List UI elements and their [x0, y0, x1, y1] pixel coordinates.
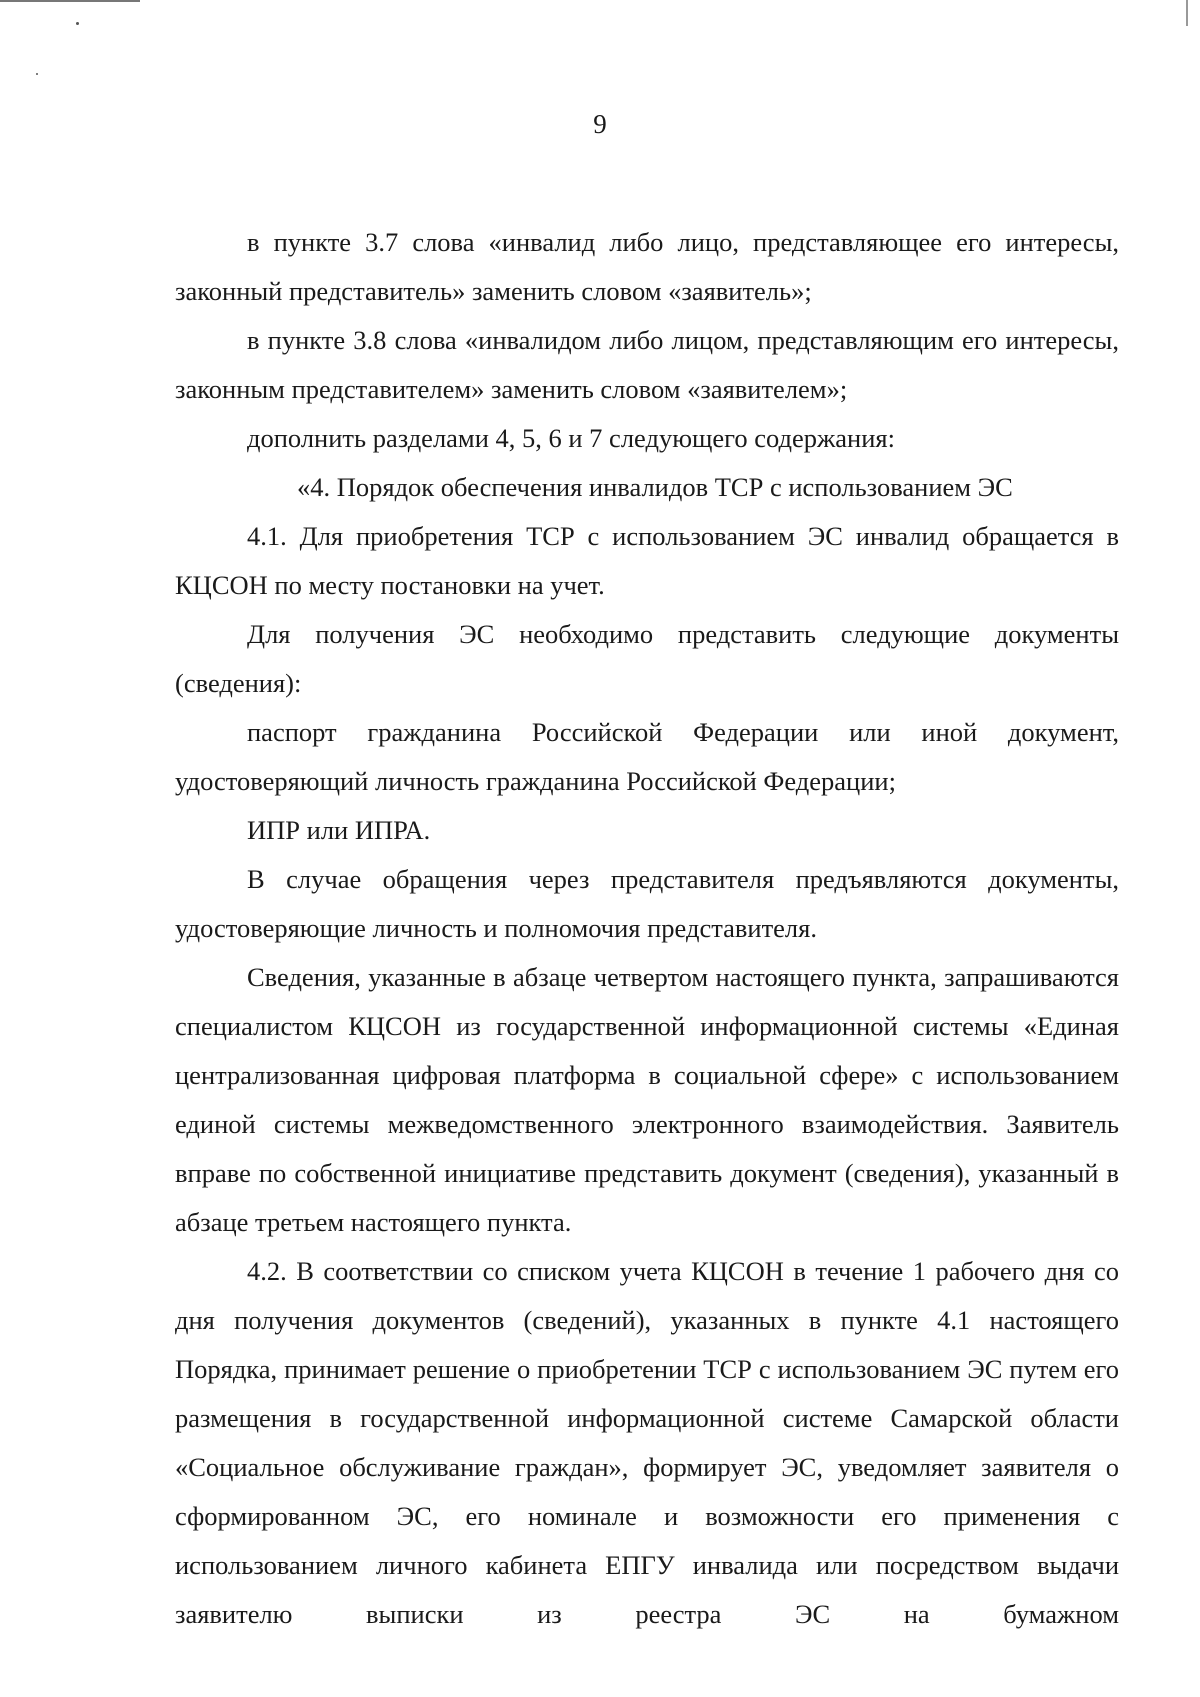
- section-heading: «4. Порядок обеспечения инвалидов ТСР с использованием ЭС: [297, 472, 1013, 502]
- scan-edge-mark: [0, 0, 140, 2]
- paragraph: в пункте 3.7 слова «инвалид либо лицо, представляющее его интересы, законный представитель» заменить словом «заявитель»;: [175, 227, 1119, 306]
- scan-edge-mark: [1186, 0, 1188, 26]
- paragraph: ИПР или ИПРА.: [247, 815, 431, 845]
- paragraph: дополнить разделами 4, 5, 6 и 7 следующего содержания:: [247, 423, 895, 453]
- paragraph: Для получения ЭС необходимо представить следующие документы (сведения):: [175, 619, 1119, 698]
- paragraph: паспорт гражданина Российской Федерации или иной документ, удостоверяющий личность гражданина Российской Федерации;: [175, 717, 1119, 796]
- paragraph: 4.2. В соответствии со списком учета КЦСОН в течение 1 рабочего дня со дня получения документов (сведений), указанных в пункте 4.1 настоящего Порядка, принимает решение о приобретении ТСР с использованием ЭС путем его размещения в государственной информационной системе Самарской области «Социальное обслуживание граждан», формирует ЭС, уведомляет заявителя о сформированном ЭС, его номинале и возможности его применения с использованием личного кабинета ЕПГУ инвалида или посредством выдачи заявителю выписки из реестра ЭС на бумажном: [175, 1256, 1119, 1629]
- paragraph: Сведения, указанные в абзаце четвертом настоящего пункта, запрашиваются специалистом КЦСОН из государственной информационной системы «Единая централизованная цифровая платформа в социальной сфере» с использованием единой системы межведомственного электронного взаимодействия. Заявитель вправе по собственной инициативе представить документ (сведения), указанный в абзаце третьем настоящего пункта.: [175, 962, 1119, 1237]
- scan-speck: [36, 73, 38, 75]
- document-body: [175, 218, 1119, 1639]
- paragraph: 4.1. Для приобретения ТСР с использованием ЭС инвалид обращается в КЦСОН по месту постановки на учет.: [175, 521, 1119, 600]
- paragraph: в пункте 3.8 слова «инвалидом либо лицом, представляющим его интересы, законным представителем» заменить словом «заявителем»;: [175, 325, 1119, 404]
- paragraph: В случае обращения через представителя предъявляются документы, удостоверяющие личность и полномочия представителя.: [175, 864, 1119, 943]
- scan-speck: [76, 22, 79, 25]
- page-number: 9: [593, 109, 607, 139]
